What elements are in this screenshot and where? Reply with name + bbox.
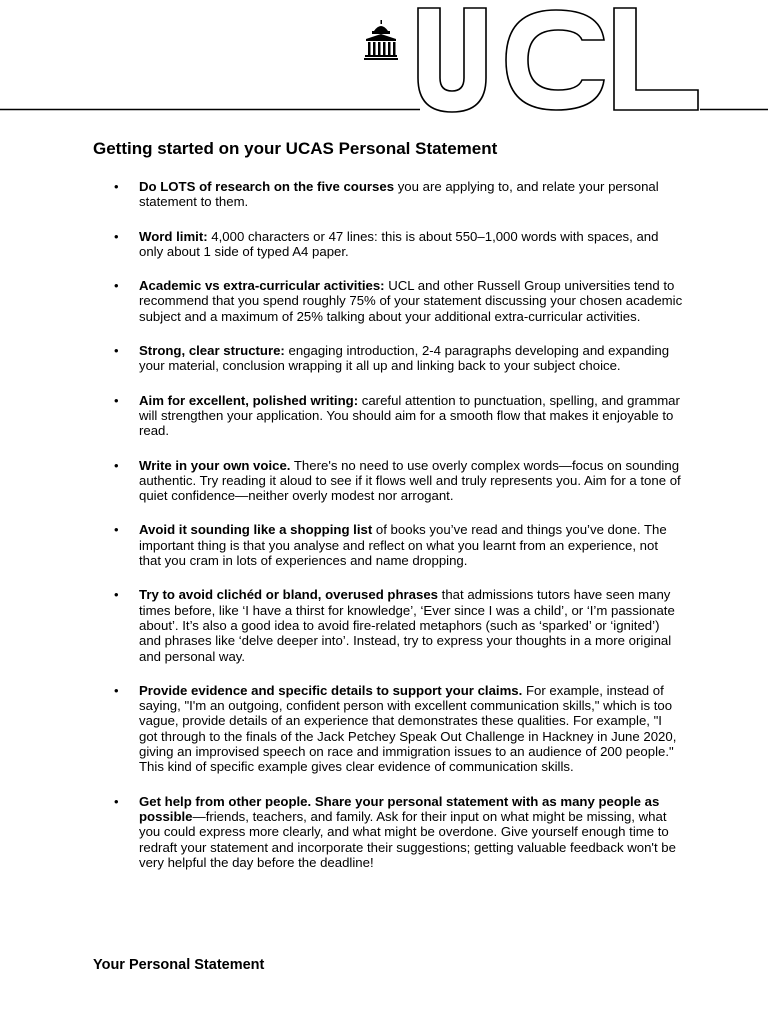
ucl-header [0,0,768,120]
bullet-icon: • [114,179,119,194]
document-body [93,139,683,973]
tip-item [93,794,683,870]
bullet-icon: • [114,457,119,473]
tip-heading: Provide evidence and specific details to support your claims. [139,682,523,698]
ucl-wordmark [418,8,698,112]
tip-text: that admissions tutors have seen many times before, like ‘I have a thirst for knowledge’, ‘Ever since I was a child’, or ‘I’m passionate about’. It’s also a good idea to avoid fire-related metaphors (such as ‘sparked’ or ‘ignited’) and phrases like ‘delve deeper into’. Instead, try to express your thoughts in a more original and personal way. [139,587,675,664]
tip-text: For example, instead of saying, "I'm an outgoing, confident person with excellent communication skills," which is too vague, provide details of an experience that demonstrates these qualities. For example, "I got through to the finals of the Jack Petchey Speak Out Challenge in Hackney in June 2020, giving an improvised speech on race and immigration issues to an audience of 200 people." This kind of specific example gives clear evidence of communication skills. [139,682,677,775]
tip-text: 4,000 characters or 47 lines: this is about 550–1,000 words with spaces, and only about 1 side of typed A4 paper. [139,228,659,259]
tips-list [93,179,683,889]
tip-text: There's no need to use overly complex words—focus on sounding authentic. Try reading it aloud to see if it flows well and truly represents you. Aim for a tone of quiet confidence—neither overly modest nor arrogant. [139,457,681,504]
tip-heading: Word limit: [139,228,208,244]
bullet-icon: • [114,682,119,698]
tip-item [93,683,683,775]
tip-item [93,278,683,324]
bullet-icon: • [114,228,119,244]
tip-heading: Avoid it sounding like a shopping list [139,522,373,538]
tip-item [93,587,683,663]
tip-item [93,522,683,568]
section-heading: Your Personal Statement [93,957,265,973]
tip-text: careful attention to punctuation, spelling, and grammar will strengthen your application. You should aim for a smooth flow that makes it enjoyable to read. [139,392,680,439]
bullet-icon: • [114,392,119,408]
tip-text: you are applying to, and relate your personal statement to them. [139,179,659,210]
tip-item [93,343,683,374]
bullet-icon: • [114,587,119,603]
tip-text: engaging introduction, 2-4 paragraphs developing and expanding your material, conclusion wrapping it all up and linking back to your subject choice. [139,343,670,374]
tip-text: UCL and other Russell Group universities tend to recommend that you spend roughly 75% of your statement discussing your chosen academic subject and a maximum of 25% talking about your additional extra-curricular activities. [139,278,683,324]
tip-item [93,393,683,439]
portico-icon [364,20,398,60]
bullet-icon: • [114,278,119,294]
tip-heading: Write in your own voice. [139,457,291,473]
tip-heading: Do LOTS of research on the five courses [139,179,395,194]
bullet-icon: • [114,793,119,809]
tip-item [93,179,683,210]
ucl-logo [0,0,768,120]
tip-text: of books you’ve read and things you’ve done. The important thing is that you analyse and reflect on what you learnt from an experience, not that you cram in lots of experiences and name dropping. [139,522,667,569]
tip-heading: Try to avoid clichéd or bland, overused phrases [139,587,439,603]
tip-heading: Strong, clear structure: [139,343,285,359]
bullet-icon: • [114,522,119,538]
tip-heading: Aim for excellent, polished writing: [139,392,359,408]
bullet-icon: • [114,343,119,359]
tip-item [93,229,683,260]
tip-item [93,458,683,504]
tip-text: —friends, teachers, and family. Ask for their input on what might be missing, what you could express more clearly, and what might be overdone. Give yourself enough time to redraft your statement and incorporate their suggestions; getting valuable feedback won't be very helpful the day before the deadline! [139,808,676,870]
page-title: Getting started on your UCAS Personal Statement [93,139,498,158]
tip-heading: Get help from other people. Share your personal statement with as many people as possible [139,793,660,824]
tip-heading: Academic vs extra-curricular activities: [139,278,385,294]
